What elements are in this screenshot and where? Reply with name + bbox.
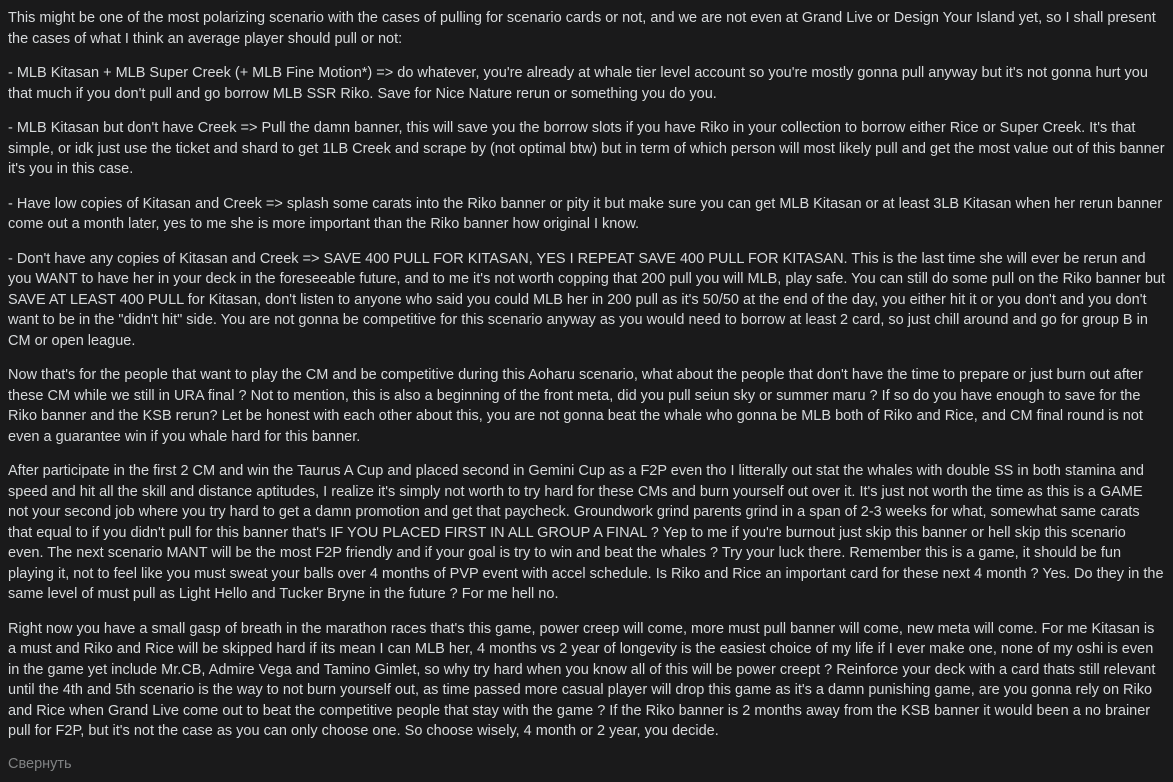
collapse-button[interactable]: Свернуть [8,754,72,774]
post-paragraph: After participate in the first 2 CM and win the Taurus A Cup and placed second in Gemini Cup as a F2P even tho I litterally out stat the whales with double SS in both stamina and speed and hit all the skill and distance aptitudes, I realize it's simply not worth to try hard for these CMs and burn yourself out over it. It's just not worth the time as this is a GAME not your second job where you try hard to get a damn promotion and get that paycheck. Groundwork grind parents grind in a span of 2-3 weeks for what, somewhat same carats that equal to if you didn't pull for this banner that's IF YOU PLACED FIRST IN ALL GROUP A FINAL ? Yep to me if you're burnout just skip this banner or hell skip this scenario even. The next scenario MANT will be the most F2P friendly and if your goal is try to win and beat the whales ? Try your luck there. Remember this is a game, it should be fun playing it, not to feel like you must sweat your balls over 4 months of PVP event with accel schedule. Is Riko and Rice an important card for these next 4 month ? Yes. Do they in the same level of must pull as Light Hello and Tucker Bryne in the future ? For me hell no. [8,461,1165,605]
post-paragraph: Now that's for the people that want to play the CM and be competitive during this Aoharu scenario, what about the people that don't have the time to prepare or just burn out after these CM while we still in URA final ? Not to mention, this is also a beginning of the front meta, did you pull seiun sky or summer maru ? If so do you have enough to save for the Riko banner and the KSB rerun? Let be honest with each other about this, you are not gonna beat the whale who gonna be MLB both of Riko and Rice, and CM final round is not even a guarantee win if you whale hard for this banner. [8,365,1165,447]
post-paragraph: - MLB Kitasan but don't have Creek => Pull the damn banner, this will save you the borrow slots if you have Riko in your collection to borrow either Rice or Super Creek. It's that simple, or idk just use the ticket and shard to get 1LB Creek and scrape by (not optimal btw) but in term of which person will most likely pull and get the most value out of this banner it's you in this case. [8,118,1165,180]
post-paragraph: - Have low copies of Kitasan and Creek => splash some carats into the Riko banner or pity it but make sure you can get MLB Kitasan or at least 3LB Kitasan when her rerun banner come out a month later, yes to me she is more important than the Riko banner how original I know. [8,194,1165,235]
post-paragraph: This might be one of the most polarizing scenario with the cases of pulling for scenario cards or not, and we are not even at Grand Live or Design Your Island yet, so I shall present the cases of what I think an average player should pull or not: [8,8,1165,49]
collapse-row [0,754,1173,782]
post-paragraph: - MLB Kitasan + MLB Super Creek (+ MLB Fine Motion*) => do whatever, you're already at whale tier level account so you're mostly gonna pull anyway but it's not gonna hurt you that much if you don't pull and go borrow MLB SSR Riko. Save for Nice Nature rerun or something you do you. [8,63,1165,104]
post-paragraph: Right now you have a small gasp of breath in the marathon races that's this game, power creep will come, more must pull banner will come, new meta will come. For me Kitasan is a must and Riko and Rice will be skipped hard if its mean I can MLB her, 4 months vs 2 year of longevity is the easiest choice of my life if I ever make one, none of my oshi is even in the game yet include Mr.CB, Admire Vega and Tamino Gimlet, so why try hard when you know all of this will be power creept ? Reinforce your deck with a card thats still relevant until the 4th and 5th scenario is the way to not burn yourself out, as time passed more casual player will drop this game as it's a damn punishing game, are you gonna rely on Riko and Rice when Grand Live come out to beat the competitive people that stay with the game ? If the Riko banner is 2 months away from the KSB banner it would been a no brainer pull for F2P, but it's not the case as you can only choose one. So choose wisely, 4 month or 2 year, you decide. [8,619,1165,742]
post-paragraph: - Don't have any copies of Kitasan and Creek => SAVE 400 PULL FOR KITASAN, YES I REPEAT SAVE 400 PULL FOR KITASAN. This is the last time she will ever be rerun and you WANT to have her in your deck in the foreseeable future, and to me it's not worth copping that 200 pull you will MLB, play safe. You can still do some pull on the Riko banner but SAVE AT LEAST 400 PULL for Kitasan, don't listen to anyone who said you could MLB her in 200 pull as it's 50/50 at the end of the day, you either hit it or you don't and you don't want to be in the "didn't hit" side. You are not gonna be competitive for this scenario anyway as you would need to borrow at least 2 card, so just chill around and go for group B in CM or open league. [8,249,1165,352]
